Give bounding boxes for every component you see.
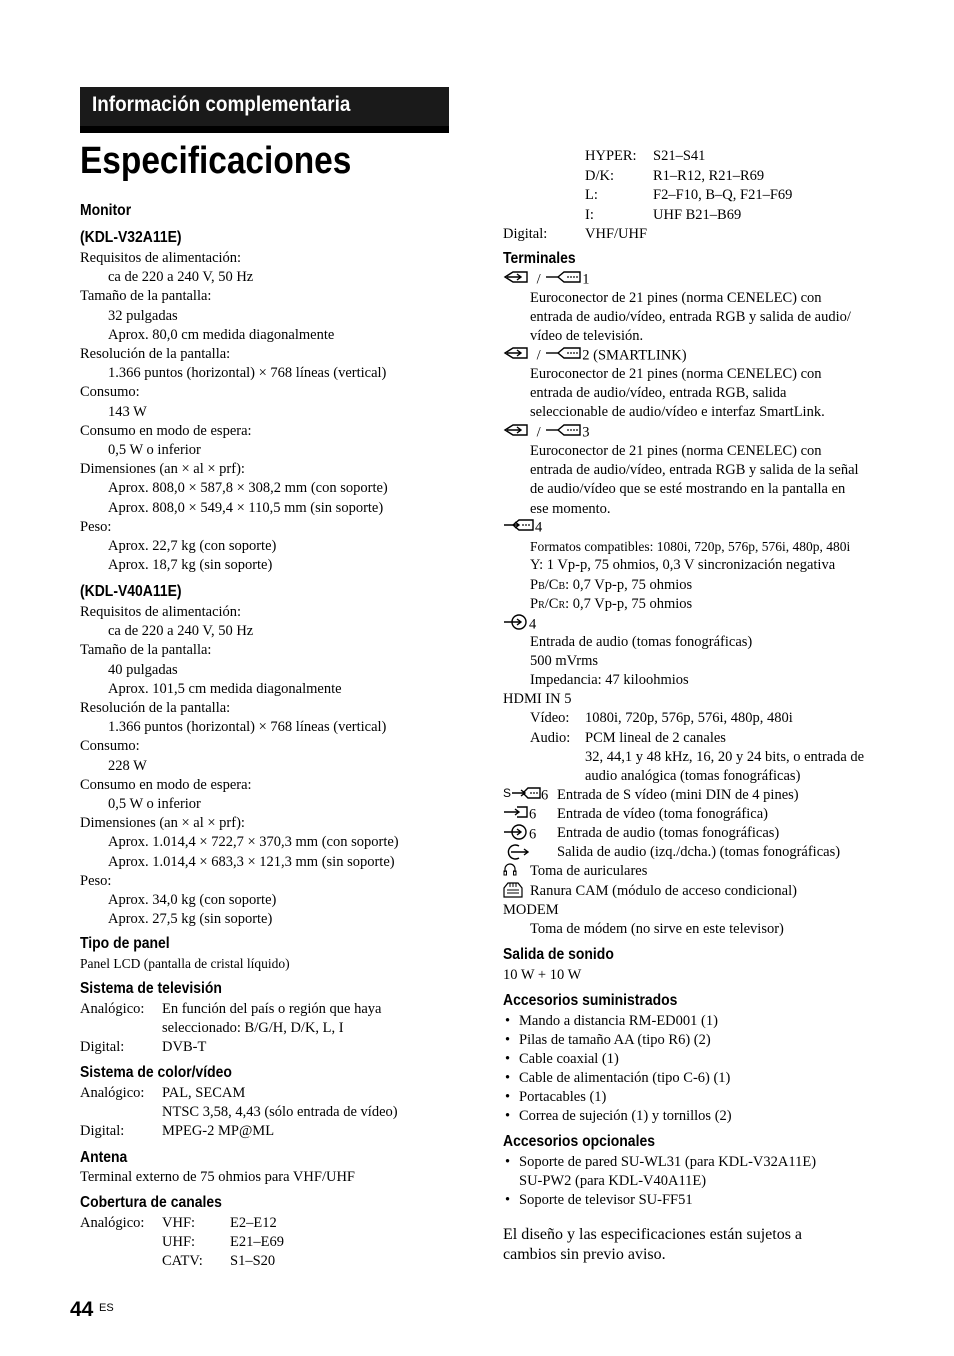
band-key: VHF: [162, 1215, 196, 1231]
spec-label: Requisitos de alimentación: [80, 604, 242, 620]
audio-in-icon [503, 614, 529, 636]
desc-line: entrada de audio/vídeo, entrada RGB y salida de la señal [530, 462, 859, 479]
video-6-desc: Entrada de vídeo (toma fonográfica) [557, 806, 768, 822]
desc-line: 500 mVrms [530, 653, 599, 670]
spec-value: Aprox. 808,0 × 587,8 × 308,2 mm (con soporte) [108, 480, 388, 497]
svideo-6-desc: Entrada de S vídeo (mini DIN de 4 pines) [557, 787, 799, 803]
tv-analog-key: Analógico: [80, 1001, 145, 1017]
disclaimer-line-1: El diseño y las especificaciones están sujetos a [503, 1226, 803, 1243]
hdmi-audio-value-2: 32, 44,1 y 48 kHz, 16, 20 y 24 bits, o entrada de [585, 749, 865, 765]
hdmi-audio-key: Audio: [530, 730, 571, 746]
spec-value: ca de 220 a 240 V, 50 Hz [108, 623, 254, 640]
spec-value: 1.366 puntos (horizontal) × 768 líneas (vertical) [108, 719, 387, 736]
desc-line: vídeo de televisión. [530, 328, 644, 345]
desc-line: Entrada de audio (tomas fonográficas) [530, 634, 753, 650]
band-key: HYPER: [585, 148, 637, 164]
headphone-desc: Toma de auriculares [530, 863, 648, 879]
section-label: Información complementaria [92, 93, 351, 116]
spec-label: Consumo: [80, 738, 140, 755]
scart-in-icon [503, 423, 533, 443]
spec-value: Aprox. 808,0 × 549,4 × 110,5 mm (sin soporte) [108, 499, 384, 516]
component-pb: PB/CB: 0,7 Vp-p, 75 ohmios [530, 577, 693, 593]
bullet: • [505, 1154, 511, 1170]
band-value: R1–R12, R21–R69 [653, 167, 765, 184]
desc-line: Euroconector de 21 pines (norma CENELEC) con [530, 443, 822, 459]
band-key: D/K: [585, 167, 614, 184]
color-system-heading: Sistema de color/vídeo [80, 1064, 232, 1081]
band-key: L: [585, 187, 598, 203]
scart-3-label: 3 [582, 424, 590, 441]
desc-line: seleccionable de audio/vídeo e interfaz SmartLink. [530, 404, 825, 421]
spec-label: Resolución de la pantalla: [80, 346, 231, 362]
color-analog-value: PAL, SECAM [162, 1085, 246, 1101]
spec-label: Tamaño de la pantalla: [80, 642, 212, 659]
spec-value: ca de 220 a 240 V, 50 Hz [108, 269, 254, 286]
supplied-accessories-heading: Accesorios suministrados [503, 992, 678, 1009]
hdmi-label: HDMI IN 5 [503, 691, 572, 707]
tv-system-heading: Sistema de televisión [80, 980, 222, 997]
sound-value: 10 W + 10 W [503, 967, 582, 983]
spec-value: Aprox. 27,5 kg (sin soporte) [108, 911, 273, 928]
spec-label: Resolución de la pantalla: [80, 700, 231, 716]
tv-digital-key: Digital: [80, 1039, 125, 1055]
spec-value: 228 W [108, 757, 147, 774]
color-analog-value-2: NTSC 3,58, 4,43 (sólo entrada de vídeo) [162, 1104, 398, 1120]
spec-label: Requisitos de alimentación: [80, 250, 242, 266]
component-y: Y: 1 Vp-p, 75 ohmios, 0,3 V sincronización negativa [530, 557, 836, 573]
accessory-item: Pilas de tamaño AA (tipo R6) (2) [519, 1032, 711, 1048]
scart-in-icon [503, 270, 533, 290]
coverage-digital-value: VHF/UHF [585, 226, 648, 242]
optional-item: Soporte de pared SU-WL31 (para KDL-V32A11E) [519, 1154, 817, 1170]
spec-value: 0,5 W o inferior [108, 442, 201, 458]
spec-value: Aprox. 1.014,4 × 722,7 × 370,3 mm (con soporte) [108, 834, 399, 851]
band-key: UHF: [162, 1234, 196, 1250]
spec-value: Aprox. 34,0 kg (con soporte) [108, 892, 277, 908]
terminals-heading: Terminales [503, 250, 576, 267]
hdmi-video-key: Vídeo: [530, 710, 570, 726]
spec-value: Aprox. 80,0 cm medida diagonalmente [108, 326, 335, 343]
cam-desc: Ranura CAM (módulo de acceso condicional) [530, 883, 797, 899]
tv-digital-value: DVB-T [162, 1039, 207, 1055]
optional-item-cont: SU-PW2 (para KDL-V40A11E) [519, 1173, 707, 1189]
modem-desc: Toma de módem (no sirve en este televisor) [530, 921, 784, 937]
scart-1-label: 1 [582, 271, 590, 288]
color-digital-key: Digital: [80, 1123, 125, 1139]
hdmi-video-value: 1080i, 720p, 576p, 576i, 480p, 480i [585, 710, 793, 726]
band-value: E21–E69 [230, 1234, 284, 1250]
bullet: • [505, 1013, 511, 1029]
spec-label: Consumo en modo de espera: [80, 776, 252, 793]
spec-value: 1.366 puntos (horizontal) × 768 líneas (vertical) [108, 365, 387, 382]
scart-1-row [503, 270, 590, 290]
slash-text: / [536, 424, 541, 441]
spec-label: Dimensiones (an × al × prf): [80, 461, 245, 478]
bullet: • [505, 1089, 511, 1105]
scart-2-row [503, 346, 687, 366]
svideo-6-row [503, 786, 548, 806]
scart-3-row [503, 423, 590, 443]
component-4-label: 4 [535, 519, 543, 536]
bullet: • [505, 1032, 511, 1048]
spec-value: 0,5 W o inferior [108, 796, 201, 812]
accessory-item: Correa de sujeción (1) y tornillos (2) [519, 1108, 732, 1124]
component-in-icon [503, 518, 535, 538]
band-value: S21–S41 [653, 148, 706, 164]
bullet: • [505, 1070, 511, 1086]
scart-2-label: 2 (SMARTLINK) [582, 347, 687, 364]
band-key: CATV: [162, 1253, 203, 1269]
spec-value: Aprox. 18,7 kg (sin soporte) [108, 557, 273, 574]
modem-key: MODEM [503, 902, 559, 918]
panel-heading: Tipo de panel [80, 935, 170, 952]
spec-value: 143 W [108, 403, 147, 420]
desc-line: entrada de audio/vídeo, entrada RGB, salida [530, 385, 787, 402]
video-6-number: 6 [529, 806, 537, 823]
coverage-heading: Cobertura de canales [80, 1194, 222, 1211]
band-key: I: [585, 206, 594, 223]
spec-value: 32 pulgadas [108, 307, 178, 324]
optional-item: Soporte de televisor SU-FF51 [519, 1192, 693, 1208]
hdmi-audio-value: PCM lineal de 2 canales [585, 730, 726, 746]
bullet: • [505, 1192, 511, 1208]
coverage-digital-key: Digital: [503, 226, 548, 242]
spec-label: Peso: [80, 872, 112, 889]
sound-heading: Salida de sonido [503, 946, 614, 963]
spec-label: Dimensiones (an × al × prf): [80, 815, 245, 832]
accessory-item: Cable coaxial (1) [519, 1051, 619, 1067]
audio-6-desc: Entrada de audio (tomas fonográficas) [557, 825, 780, 841]
component-formats: Formatos compatibles: 1080i, 720p, 576p, 576i, 480p, 480i [530, 539, 851, 554]
color-digital-value: MPEG-2 MP@ML [162, 1123, 275, 1139]
page-number: 44 [70, 1298, 94, 1321]
panel-text: Panel LCD (pantalla de cristal líquido) [80, 956, 290, 971]
band-value: UHF B21–B69 [653, 206, 742, 223]
scart-in-icon [503, 346, 533, 366]
spec-label: Tamaño de la pantalla: [80, 288, 212, 305]
bullet: • [505, 1051, 511, 1067]
section-rule [80, 126, 449, 133]
color-analog-key: Analógico: [80, 1085, 145, 1101]
band-value: S1–S20 [230, 1253, 276, 1269]
spec-label: Consumo en modo de espera: [80, 422, 252, 439]
coverage-analog-key: Analógico: [80, 1215, 145, 1231]
tv-analog-value-2: seleccionado: B/G/H, D/K, L, I [162, 1020, 344, 1036]
spec-value: Aprox. 101,5 cm medida diagonalmente [108, 680, 342, 697]
scart-out-icon [544, 270, 582, 290]
scart-out-icon [544, 423, 582, 443]
headphones-icon [503, 862, 517, 882]
model2-heading: (KDL-V40A11E) [80, 583, 182, 600]
optional-accessories-heading: Accesorios opcionales [503, 1133, 655, 1150]
desc-line: entrada de audio/vídeo, entrada RGB y salida de audio/ [530, 309, 851, 326]
svideo-in-icon [503, 786, 541, 806]
accessory-item: Portacables (1) [519, 1089, 607, 1105]
spec-value: 40 pulgadas [108, 661, 178, 678]
band-value: E2–E12 [230, 1215, 277, 1231]
disclaimer-line-2: cambios sin previo aviso. [503, 1246, 666, 1263]
tv-analog-value: En función del país o región que haya [162, 1001, 382, 1017]
audio-out-desc: Salida de audio (izq./dcha.) (tomas fonográficas) [557, 844, 841, 860]
accessory-item: Mando a distancia RM-ED001 (1) [519, 1013, 718, 1029]
desc-line: ese momento. [530, 500, 611, 517]
scart-out-icon [544, 346, 582, 366]
component-pr: PR/CR: 0,7 Vp-p, 75 ohmios [530, 596, 693, 612]
antenna-heading: Antena [80, 1149, 128, 1166]
page-title: Especificaciones [80, 140, 352, 182]
model1-heading: (KDL-V32A11E) [80, 229, 182, 246]
svideo-6-number: 6 [541, 787, 549, 804]
spec-label: Peso: [80, 518, 112, 535]
component-4-row [503, 518, 542, 538]
bullet: • [505, 1108, 511, 1124]
spec-value: Aprox. 22,7 kg (con soporte) [108, 538, 277, 554]
desc-line: Euroconector de 21 pines (norma CENELEC) con [530, 290, 822, 306]
video-6-row [503, 805, 536, 825]
headphone-row [503, 862, 517, 882]
language-code: ES [99, 1302, 114, 1314]
video-in-icon [503, 805, 529, 825]
slash-text: / [536, 271, 541, 288]
antenna-text: Terminal externo de 75 ohmios para VHF/UHF [80, 1169, 355, 1185]
audio-4-label: 4 [529, 616, 537, 633]
monitor-heading: Monitor [80, 202, 132, 219]
audio-6-number: 6 [529, 826, 537, 843]
accessory-item: Cable de alimentación (tipo C-6) (1) [519, 1070, 731, 1086]
slash-text: / [536, 347, 541, 364]
spec-value: Aprox. 1.014,4 × 683,3 × 121,3 mm (sin soporte) [108, 853, 395, 870]
svg-text:S: S [503, 786, 512, 800]
desc-line: Impedancia: 47 kiloohmios [530, 672, 689, 689]
hdmi-audio-value-3: audio analógica (tomas fonográficas) [585, 768, 801, 784]
desc-line: Euroconector de 21 pines (norma CENELEC) con [530, 366, 822, 382]
spec-label: Consumo: [80, 384, 140, 401]
desc-line: de audio/vídeo que se esté mostrando en la pantalla en [530, 481, 846, 498]
band-value: F2–F10, B–Q, F21–F69 [653, 187, 793, 203]
